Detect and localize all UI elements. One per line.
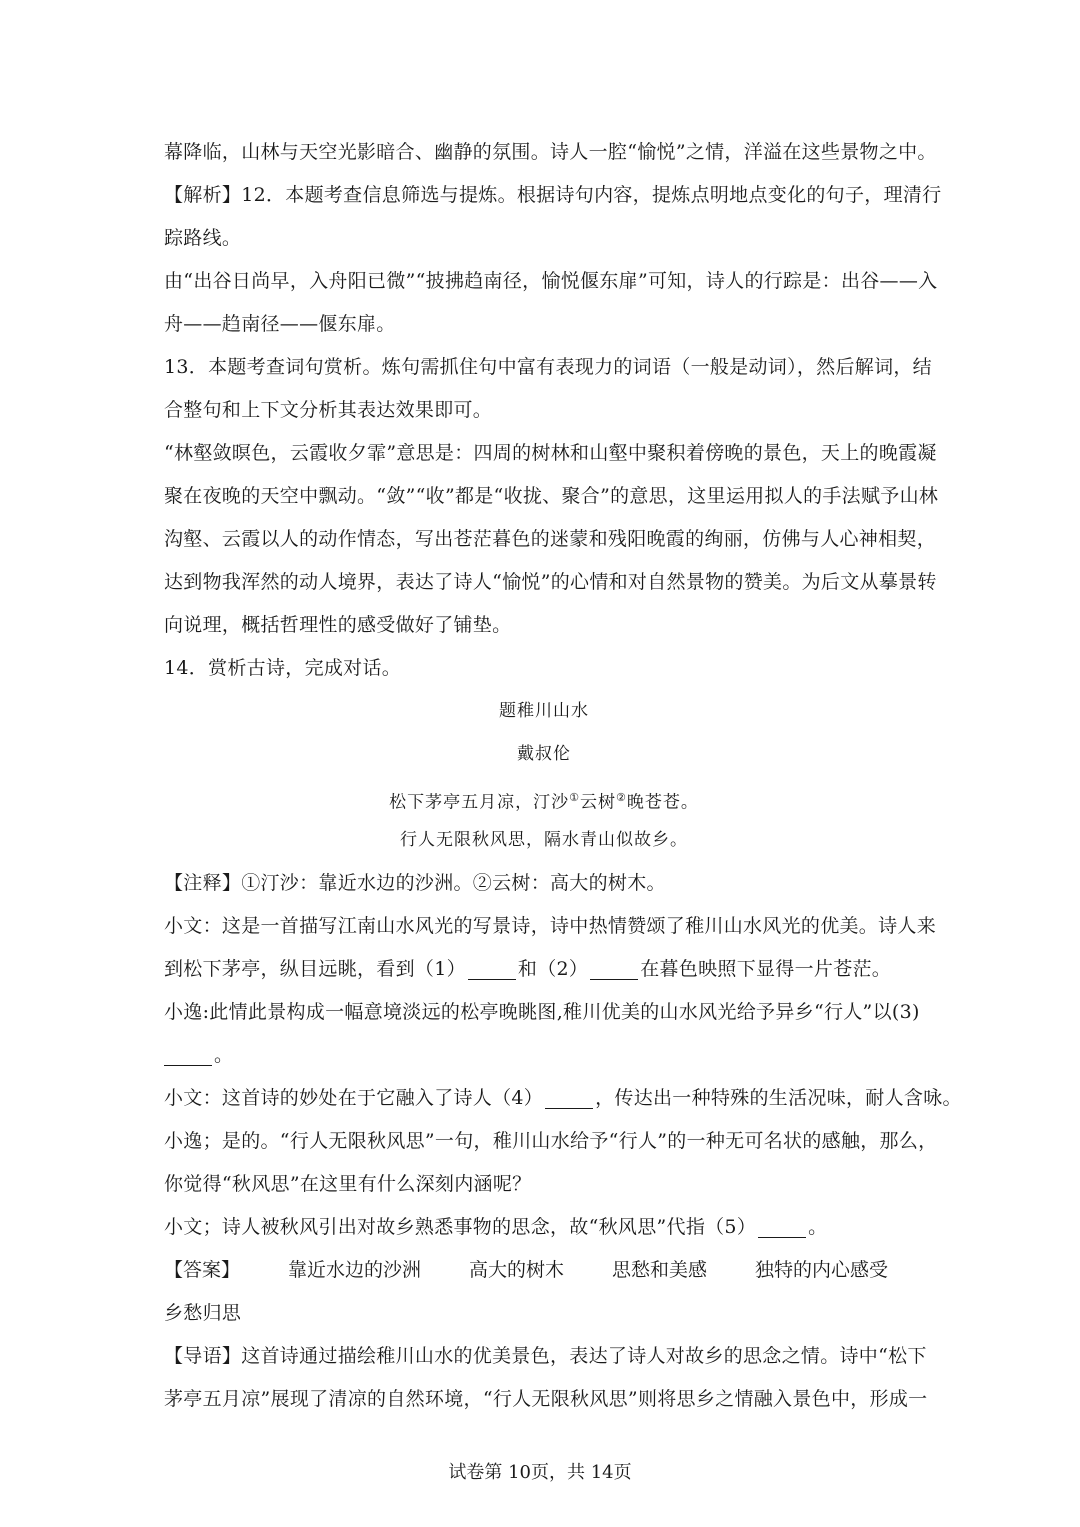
text-line: 达到物我浑然的动人境界，表达了诗人“愉悦”的心情和对自然景物的赞美。为后文从摹景转 (164, 571, 937, 593)
dialogue-line: 小文：这是一首描写江南山水风光的写景诗，诗中热情赞颂了稚川山水风光的优美。诗人来 (164, 915, 937, 937)
text-line: 舟——趋南径——偃东扉。 (164, 313, 396, 335)
answer-label: 【答案】 (164, 1259, 241, 1281)
text-line: 幕降临，山林与天空光影暗合、幽静的氛围。诗人一腔“愉悦”之情，洋溢在这些景物之中。 (164, 141, 937, 163)
dialogue-line (164, 948, 924, 991)
dialogue-text: 。 (808, 1216, 828, 1238)
dialogue-line: 你觉得“秋风思”在这里有什么深刻内涵呢？ (164, 1173, 532, 1195)
guide-line: 茅亭五月凉”展现了清凉的自然环境，“行人无限秋风思”则将思乡之情融入景色中，形成一 (164, 1388, 928, 1410)
text-line: 由“出谷日尚早，入舟阳已微”“披拂趋南径，愉悦偃东扉”可知，诗人的行踪是：出谷——入 (164, 270, 938, 292)
dialogue-line: 小逸；是的。“行人无限秋风思”一句，稚川山水给予“行人”的一种无可名状的感触，那么， (164, 1130, 938, 1152)
blank-3 (164, 1043, 212, 1066)
answer-item: 高大的树木 (469, 1259, 565, 1281)
dialogue-text: ，传达出一种特殊的生活况味，耐人含咏。 (595, 1087, 962, 1109)
dialogue-line (164, 1034, 924, 1077)
dialogue-text: 。 (214, 1044, 234, 1066)
blank-2 (590, 957, 638, 980)
dialogue-text: 小文；诗人被秋风引出对故乡熟悉事物的思念，故“秋风思”代指（5） (164, 1216, 757, 1238)
poem-text: 云树 (580, 792, 616, 813)
dialogue-text: 在暮色映照下显得一片苍茫。 (640, 958, 892, 980)
poem-line-1 (164, 776, 924, 819)
dialogue-line: 小逸:此情此景构成一幅意境淡远的松亭晚眺图,稚川优美的山水风光给予异乡“行人”以(3) (164, 1001, 920, 1023)
text-line: 向说理，概括哲理性的感受做好了铺垫。 (164, 614, 512, 636)
poem-text: 松下茅亭五月凉，汀沙 (389, 792, 570, 813)
blank-4 (545, 1086, 593, 1109)
answer-item: 独特的内心感受 (755, 1259, 889, 1281)
page-footer: 试卷第 10页，共 14页 (448, 1462, 632, 1483)
dialogue-text: 和（2） (517, 958, 589, 980)
dialogue-text: 到松下茅亭，纵目远眺，看到（1） (164, 958, 466, 980)
dialogue-line (164, 1206, 924, 1249)
text-line: 踪路线。 (164, 227, 242, 249)
poem-text: 晚苍苍。 (626, 792, 699, 813)
answer-row (164, 1249, 924, 1292)
footnote-marker: ② (616, 791, 627, 804)
page-content (164, 131, 962, 1421)
blank-1 (468, 957, 516, 980)
poem-author: 戴叔伦 (517, 744, 571, 764)
guide-line: 【导语】这首诗通过描绘稚川山水的优美景色，表达了诗人对故乡的思念之情。诗中“松下 (164, 1345, 927, 1367)
text-line: “林壑敛暝色，云霞收夕霏”意思是：四周的树林和山壑中聚积着傍晚的景色，天上的晚霞凝 (164, 442, 937, 464)
text-line: 沟壑、云霞以人的动作情态，写出苍茫暮色的迷蒙和残阳晚霞的绚丽，仿佛与人心神相契， (164, 528, 937, 550)
poem-line-2: 行人无限秋风思，隔水青山似故乡。 (400, 830, 688, 850)
question-13-line: 13．本题考查词句赏析。炼句需抓住句中富有表现力的词语（一般是动词），然后解词，结 (164, 356, 932, 378)
question-14-line: 14．赏析古诗，完成对话。 (164, 657, 402, 679)
footnote-marker: ① (569, 791, 580, 804)
analysis-line: 【解析】12．本题考查信息筛选与提炼。根据诗句内容，提炼点明地点变化的句子，理清行 (164, 184, 942, 206)
text-line: 聚在夜晚的天空中飘动。“敛”“收”都是“收拢、聚合”的意思，这里运用拟人的手法赋予山林 (164, 485, 939, 507)
dialogue-text: 小文：这首诗的妙处在于它融入了诗人（4） (164, 1087, 544, 1109)
blank-5 (758, 1215, 806, 1238)
dialogue-line (164, 1077, 962, 1120)
text-line: 合整句和上下文分析其表达效果即可。 (164, 399, 493, 421)
answer-item: 靠近水边的沙洲 (288, 1259, 422, 1281)
annotation-line: 【注释】①汀沙：靠近水边的沙洲。②云树：高大的树木。 (164, 872, 666, 894)
answer-item: 思愁和美感 (612, 1259, 708, 1281)
answer-last: 乡愁归思 (164, 1302, 242, 1324)
poem-title: 题稚川山水 (499, 701, 589, 721)
